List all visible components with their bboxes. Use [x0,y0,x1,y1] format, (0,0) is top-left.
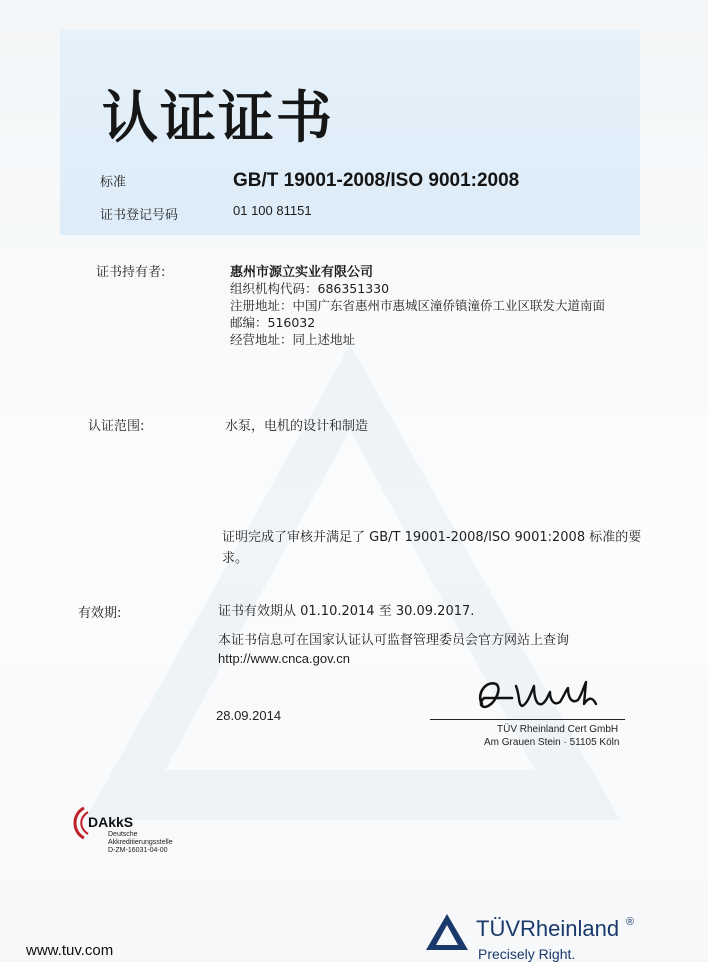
issuer-address: Am Grauen Stein · 51105 Köln [484,737,620,748]
registered-mark: ® [626,916,635,928]
holder-label: 证书持有者: [96,265,166,280]
scope-label: 认证范围: [88,419,145,434]
postcode: 邮编：516032 [230,315,316,330]
dakks-line-2: Akkreditierungsstelle [108,839,173,846]
signature [472,674,602,718]
registration-value: 01 100 81151 [233,203,312,218]
business-address: 经营地址：同上述地址 [230,332,356,347]
registration-label: 证书登记号码 [100,208,179,223]
holder-name: 惠州市源立实业有限公司 [230,265,374,280]
standard-value: GB/T 19001-2008/ISO 9001:2008 [233,170,520,191]
standard-label: 标准 [100,175,127,190]
org-code: 组织机构代码：686351330 [230,281,390,296]
brand-name: TÜVRheinland [476,916,620,941]
dakks-line-3: D-ZM-16031-04-00 [108,847,168,854]
validity-value: 证书有效期从 01.10.2014 至 30.09.2017. [218,604,475,619]
signature-line [430,719,625,720]
issue-date: 28.09.2014 [216,708,282,723]
issuer-name: TÜV Rheinland Cert GmbH [497,724,619,735]
registered-address: 注册地址：中国广东省惠州市惠城区潼侨镇潼侨工业区联发大道南面 [230,298,606,313]
statement-line-1: 证明完成了审核并满足了 GB/T 19001-2008/ISO 9001:2008 标准的要 [222,530,642,545]
statement-line-2: 求。 [222,551,249,566]
website-link[interactable]: www.tuv.com [26,942,114,959]
certificate-title: 认证证书 [102,86,334,151]
query-text: 本证书信息可在国家认证认可监督管理委员会官方网站上查询 [218,633,570,648]
tuv-triangle-logo-icon [424,912,470,952]
scope-value: 水泵，电机的设计和制造 [225,419,369,434]
dakks-accreditation-mark [70,804,190,864]
validity-label: 有效期: [78,606,122,621]
query-url: http://www.cnca.gov.cn [218,651,350,666]
brand-slogan: Precisely Right. [478,946,576,962]
dakks-line-1: Deutsche [108,831,138,838]
dakks-arc-icon [70,806,90,840]
dakks-logo-text: DAkkS [88,814,134,830]
